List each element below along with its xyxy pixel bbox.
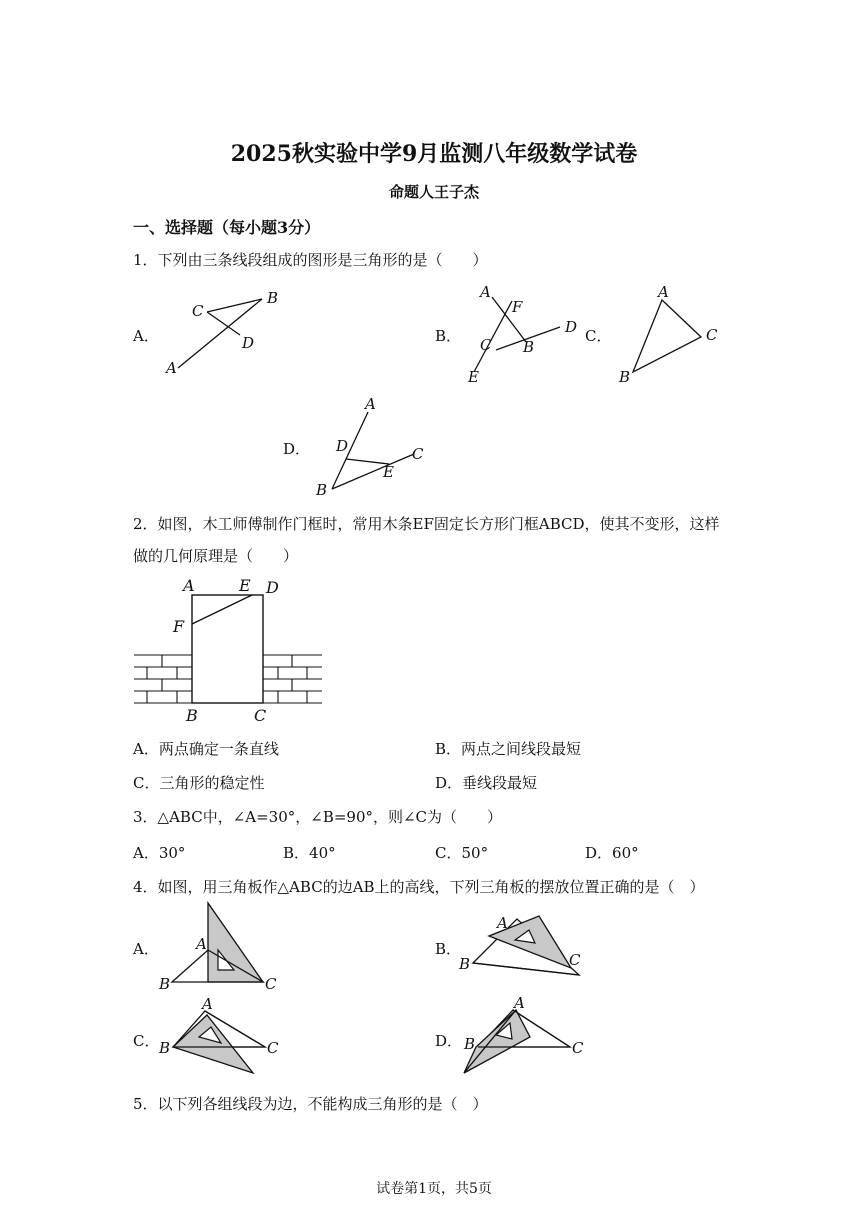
q3-option-c: C．50°: [435, 844, 489, 862]
q1a-label-d: D: [242, 334, 255, 352]
q4c-label-a: A: [202, 995, 213, 1013]
q4b-label-a: A: [497, 914, 508, 932]
q1-option-b-letter: B．: [435, 327, 462, 345]
q2-option-b: B．两点之间线段最短: [435, 740, 582, 758]
q1-option-b-figure: [460, 280, 590, 390]
q2-stem-line2: 做的几何原理是（ ）: [133, 547, 299, 565]
q3-option-a: A．30°: [133, 844, 186, 862]
exam-title: 2025秋实验中学9月监测八年级数学试卷: [230, 141, 638, 167]
q1d-label-e: E: [383, 463, 394, 481]
q3-option-b: B．40°: [283, 844, 336, 862]
q4-option-b-letter: B．: [435, 940, 462, 958]
q2-stem-line1: 2．如图，木工师傅制作门框时，常用木条EF固定长方形门框ABCD，使其不变形，这样: [133, 515, 720, 533]
q1-option-c-letter: C．: [585, 327, 612, 345]
q1b-label-d: D: [565, 318, 578, 336]
q4a-label-a: A: [196, 935, 207, 953]
q1c-label-b: B: [619, 368, 631, 386]
q4-option-b-figure: [455, 908, 595, 983]
q1a-label-a: A: [166, 359, 177, 377]
q1d-label-b: B: [316, 481, 328, 499]
q4b-label-c: C: [569, 951, 581, 969]
q4-stem: 4．如图，用三角板作△ABC的边AB上的高线，下列三角板的摆放位置正确的是（ ）: [133, 878, 705, 896]
q2-label-e: E: [239, 576, 251, 595]
q2-label-f: F: [173, 617, 185, 636]
q4d-label-c: C: [572, 1039, 584, 1057]
section-heading: 一、选择题（每小题3分）: [133, 218, 321, 237]
q4-option-c-figure: [155, 995, 290, 1080]
q4d-label-b: B: [464, 1035, 476, 1053]
q1-option-c-figure: [610, 280, 730, 390]
page-footer: 试卷第1页，共5页: [376, 1181, 492, 1197]
q3-stem: 3．△ABC中，∠A=30°，∠B=90°，则∠C为（ ）: [133, 808, 503, 826]
q4-option-a-letter: A．: [133, 940, 159, 958]
q1-option-d-figure: [310, 392, 440, 502]
q1d-label-c: C: [412, 445, 424, 463]
q1d-label-d: D: [336, 437, 349, 455]
q3-option-d: D．60°: [585, 844, 639, 862]
q4-option-d-figure: [458, 995, 593, 1080]
q4-option-d-letter: D．: [435, 1032, 463, 1050]
author-line: 命题人王子杰: [388, 183, 479, 201]
q1b-label-a: A: [480, 283, 491, 301]
q1-stem: 1．下列由三条线段组成的图形是三角形的是（ ）: [133, 251, 488, 269]
q2-label-c: C: [254, 706, 267, 725]
q2-label-b: B: [186, 706, 198, 725]
q1d-label-a: A: [365, 395, 376, 413]
q2-option-c: C．三角形的稳定性: [133, 774, 265, 792]
q4d-label-a: A: [514, 994, 525, 1012]
q4a-label-b: B: [159, 975, 171, 993]
q2-label-a: A: [183, 576, 195, 595]
q1b-label-e: E: [468, 368, 479, 386]
q4c-label-b: B: [159, 1039, 171, 1057]
q1a-label-b: B: [267, 289, 279, 307]
q4-option-c-letter: C．: [133, 1032, 160, 1050]
q1b-label-f: F: [512, 298, 523, 316]
q2-option-d: D．垂线段最短: [435, 774, 538, 792]
q1-option-d-letter: D．: [283, 440, 311, 458]
q2-option-a: A．两点确定一条直线: [133, 740, 279, 758]
q1b-label-c: C: [480, 336, 492, 354]
q1c-label-a: A: [658, 283, 669, 301]
q4c-label-c: C: [267, 1039, 279, 1057]
q4b-label-b: B: [459, 955, 471, 973]
q1-option-a-figure: [160, 285, 290, 380]
q2-door-frame-figure: [132, 570, 327, 730]
q1-option-a-letter: A．: [133, 327, 159, 345]
q4a-label-c: C: [265, 975, 277, 993]
q1b-label-b: B: [523, 338, 535, 356]
q5-stem: 5．以下列各组线段为边，不能构成三角形的是（ ）: [133, 1095, 488, 1113]
q1c-label-c: C: [706, 326, 718, 344]
q2-label-d: D: [266, 578, 279, 597]
q1a-label-c: C: [192, 302, 204, 320]
q4-option-a-figure: [155, 898, 285, 998]
